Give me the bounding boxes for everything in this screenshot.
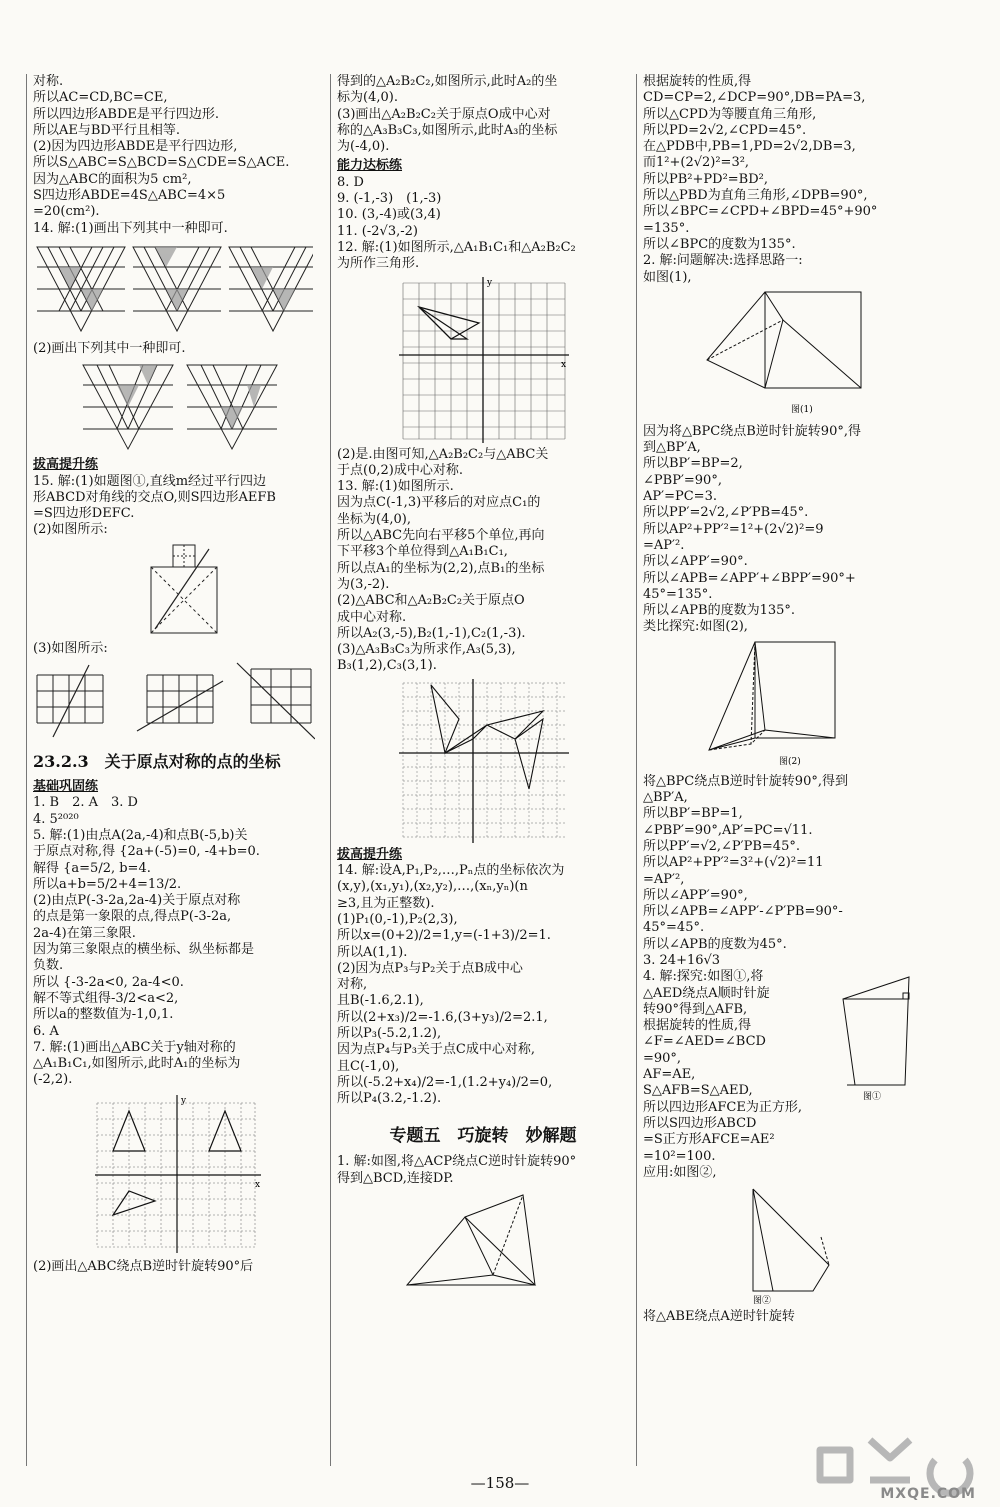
- text-line: 所以∠BPC的度数为135°.: [643, 236, 796, 252]
- text-line: (2)因为点P₃与P₂关于点B成中心: [337, 960, 523, 976]
- text-line: 转90°得到△AFB,: [643, 1001, 748, 1017]
- figure-1-square: [699, 290, 935, 420]
- coordinate-grid-12: [399, 277, 629, 443]
- col2-text-a: [337, 74, 629, 155]
- text-line: ∠PBP′=90°,: [643, 472, 722, 488]
- topic-title: 专题五 巧旋转 妙解题: [389, 1126, 577, 1147]
- text-line: 10. (3,-4)或(3,4): [337, 207, 441, 223]
- text-line: =90°,: [643, 1050, 682, 1066]
- problem-4-block: [643, 969, 935, 1181]
- col1-subheading-jc: 基础巩固练: [33, 779, 99, 795]
- axis-x-label: x: [255, 1179, 261, 1190]
- text-line: 如图(1),: [643, 269, 692, 285]
- text-line: 所以A₂(3,-5),B₂(1,-1),C₂(1,-3).: [337, 625, 526, 641]
- text-line: 4. 解:探究:如图①,将: [643, 969, 764, 985]
- text-line: (3)△A₃B₃C₃为所求作,A₃(5,3),: [337, 642, 516, 658]
- text-line: (2)△ABC和△A₂B₂C₂关于原点O: [337, 593, 525, 609]
- text-line: 8. D: [337, 174, 364, 190]
- text-line: CD=CP=2,∠DCP=90°,DB=PA=3,: [643, 90, 866, 106]
- text-line: 12. 解:(1)如图所示,△A₁B₁C₁和△A₂B₂C₂: [337, 239, 576, 255]
- text-line: 因为点C(-1,3)平移后的对应点C₁的: [337, 495, 541, 511]
- text-line: 根据旋转的性质,得: [643, 74, 752, 89]
- axis-y-label: y: [181, 1095, 187, 1106]
- text-line: 9. (-1,-3) (1,-3): [337, 191, 442, 207]
- text-line: 负数.: [33, 958, 64, 974]
- figure-2-square: [699, 640, 935, 770]
- text-line: 所以四边形ABDE是平行四边形.: [33, 106, 219, 122]
- text-line: (3)如图所示:: [33, 640, 108, 656]
- text-line: 应用:如图②,: [643, 1164, 717, 1180]
- text-line: 1. 解:如图,将△ACP绕点C逆时针旋转90°: [337, 1154, 577, 1170]
- text-line: 所以P₄(3.2,-1.2).: [337, 1091, 442, 1107]
- text-line: △A₁B₁C₁,如图所示,此时A₁的坐标为: [33, 1056, 241, 1072]
- col2-text-d: [337, 863, 629, 1107]
- fig1-caption: 图(1): [791, 404, 813, 415]
- figure-a-square: [833, 973, 923, 1101]
- text-line: (2)因为四边形ABDE是平行四边形,: [33, 139, 238, 155]
- text-line: 所以A(1,1).: [337, 944, 408, 960]
- text-line: 7. 解:(1)画出△ABC关于y轴对称的: [33, 1039, 236, 1055]
- col1-text-a: [33, 74, 323, 237]
- triangle-figures-2: [81, 361, 323, 453]
- text-line: 所以∠APB=∠APP′-∠P′PB=90°-: [643, 904, 843, 920]
- text-line: 所以PD=2√2,∠CPD=45°.: [643, 122, 807, 138]
- text-line: 标为(4,0).: [337, 90, 398, 106]
- text-line: 所以AC=CD,BC=CE,: [33, 90, 168, 106]
- text-line: 坐标为(4,0),: [337, 511, 411, 527]
- column-1: [26, 74, 323, 1466]
- text-line: 2a-4)在第三象限.: [33, 925, 136, 941]
- figA-caption: 图①: [863, 1092, 882, 1102]
- text-line: 所以BP′=BP=2,: [643, 456, 743, 472]
- text-line: 所以AP²+PP′²=1²+(2√2)²=9: [643, 521, 824, 537]
- text-line: 所以S四边形ABCD: [643, 1115, 757, 1131]
- text-line: 因为点P₄与P₃关于点C成中心对称,: [337, 1042, 535, 1058]
- text-line: 所以△ABC先向右平移5个单位,再向: [337, 528, 545, 544]
- text-line: =AP′²,: [643, 871, 685, 887]
- text-line: 45°=135°.: [643, 586, 713, 602]
- text-line: (2)画出下列其中一种即可.: [33, 340, 186, 356]
- text-line: 14. 解:(1)画出下列其中一种即可.: [33, 220, 228, 236]
- text-line: 对称,: [337, 977, 368, 993]
- text-line: 所以△CPD为等腰直角三角形,: [643, 106, 817, 122]
- text-line: 的点是第一象限的点,得点P(-3-2a,: [33, 909, 232, 925]
- text-line: 所以PB²+PD²=BD²,: [643, 171, 768, 187]
- text-line: 所以∠APB的度数为45°.: [643, 936, 787, 952]
- text-line: 所以点A₁的坐标为(2,2),点B₁的坐标: [337, 560, 545, 576]
- grid-figure-15-2: [149, 543, 323, 637]
- text-line: 于点(0,2)成中心对称.: [337, 462, 463, 478]
- text-line: S四边形ABDE=4S△ABC=4×5: [33, 188, 226, 204]
- text-line: (-2,2).: [33, 1072, 73, 1088]
- col3-text-e: [643, 1309, 935, 1325]
- text-line: AP′=PC=3.: [643, 489, 717, 505]
- text-line: 称的△A₃B₃C₃,如图所示,此时A₃的坐标: [337, 122, 558, 138]
- text-line: 所以 {-3-2a<0, 2a-4<0.: [33, 974, 184, 990]
- text-line: 所以x=(0+2)/2=1,y=(-1+3)/2=1.: [337, 928, 551, 944]
- text-line: 根据旋转的性质,得: [643, 1018, 752, 1034]
- text-line: 所以BP′=BP=1,: [643, 806, 743, 822]
- text-line: 所以a+b=5/2+4=13/2.: [33, 876, 182, 892]
- col1-text-c: [33, 474, 323, 539]
- text-line: (2)画出△ABC绕点B逆时针旋转90°后: [33, 1258, 254, 1274]
- text-line: S△AFB=S△AED,: [643, 1083, 753, 1099]
- text-line: 形ABCD对角线的交点O,则S四边形AEFB: [33, 489, 276, 505]
- grid-figures-15-3: [33, 661, 323, 741]
- page-number: —158—: [470, 1474, 530, 1492]
- coordinate-grid-7: [95, 1093, 323, 1255]
- text-line: (2)如图所示:: [33, 522, 108, 538]
- text-line: (1)P₁(0,-1),P₂(2,3),: [337, 911, 458, 927]
- figure-b-kite: [733, 1185, 935, 1305]
- text-line: 对称.: [33, 74, 64, 89]
- text-line: 所以(-5.2+x₄)/2=-1,(1.2+y₄)/2=0,: [337, 1074, 553, 1090]
- text-line: 所以∠APP′=90°,: [643, 887, 748, 903]
- text-line: 为(-4,0).: [337, 139, 390, 155]
- col2-text-b: [337, 175, 629, 273]
- text-line: 所以AE与BD平行且相等.: [33, 122, 180, 138]
- text-line: 得到△BCD,连接DP.: [337, 1170, 454, 1186]
- col1-text-f: [33, 1259, 323, 1275]
- text-line: 到△BP′A,: [643, 440, 701, 456]
- text-line: =10²=100.: [643, 1148, 716, 1164]
- text-line: 得到的△A₂B₂C₂,如图所示,此时A₂的坐: [337, 74, 558, 89]
- text-line: 所以AP²+PP′²=3²+(√2)²=11: [643, 855, 824, 871]
- text-line: 因为将△BPC绕点B逆时针旋转90°,得: [643, 423, 861, 439]
- text-line: 13. 解:(1)如图所示.: [337, 479, 454, 495]
- col2-text-c: [337, 447, 629, 675]
- text-line: 所以a的整数值为-1,0,1.: [33, 1007, 174, 1023]
- col3-text-c: [643, 774, 935, 970]
- triangle-figures-1: [33, 241, 323, 337]
- text-line: =20(cm²).: [33, 204, 100, 220]
- col1-text-e: [33, 795, 323, 1088]
- text-line: 6. A: [33, 1023, 59, 1039]
- fig2-caption: 图(2): [779, 756, 801, 767]
- text-line: (2)是.由图可知,△A₂B₂C₂与△ABC关: [337, 446, 549, 462]
- text-line: 将△ABE绕点A逆时针旋转: [643, 1309, 795, 1325]
- text-line: 所以∠APB的度数为135°.: [643, 603, 796, 619]
- col1-subheading-tg: 拔高提升练: [33, 457, 99, 473]
- section-title: 23.2.3 关于原点对称的点的坐标: [33, 752, 281, 772]
- text-line: 14. 解:设A,P₁,P₂,…,Pₙ点的坐标依次为: [337, 863, 565, 879]
- text-line: 因为△ABC的面积为5 cm²,: [33, 171, 192, 187]
- text-line: (2)由点P(-3-2a,2a-4)关于原点对称: [33, 893, 241, 909]
- text-line: AF=AE,: [643, 1067, 696, 1083]
- text-line: ∠PBP′=90°,AP′=PC=√11.: [643, 822, 813, 838]
- text-line: 3. 24+16√3: [643, 952, 721, 968]
- axis-y-label-12: y: [487, 277, 493, 288]
- text-line: 所以PP′=2√2,∠P′PB=45°.: [643, 505, 809, 521]
- text-line: 4. 5²⁰²⁰: [33, 811, 79, 827]
- text-line: △AED绕点A顺时针旋: [643, 985, 770, 1001]
- text-line: 11. (-2√3,-2): [337, 223, 418, 239]
- col2-subheading-nl: 能力达标练: [337, 158, 403, 174]
- col2-text-e: [337, 1154, 629, 1187]
- text-line: 将△BPC绕点B逆时针旋转90°,得到: [643, 773, 848, 789]
- text-line: 于原点对称,得 {2a+(-5)=0, -4+b=0.: [33, 844, 260, 860]
- text-line: 1. B 2. A 3. D: [33, 795, 138, 811]
- text-line: 且C(-1,0),: [337, 1058, 400, 1074]
- text-line: (x,y),(x₁,y₁),(x₂,y₂),…,(xₙ,yₙ)(n: [337, 879, 528, 895]
- text-line: 所以∠APB=∠APP′+∠BPP′=90°+: [643, 570, 856, 586]
- text-line: 5. 解:(1)由点A(2a,-4)和点B(-5,b)关: [33, 827, 248, 843]
- text-line: 2. 解:问题解决:选择思路一:: [643, 253, 803, 269]
- text-line: =S正方形AFCE=AE²: [643, 1132, 775, 1148]
- text-line: 成中心对称.: [337, 609, 407, 625]
- col2-subheading-tg: 拔高提升练: [337, 846, 403, 862]
- text-line: ≥3,且为正整数).: [337, 895, 435, 911]
- text-line: =AP′².: [643, 537, 685, 553]
- text-line: 且B(-1.6,2.1),: [337, 993, 424, 1009]
- text-line: 在△PDB中,PB=1,PD=2√2,DB=3,: [643, 139, 856, 155]
- text-line: 所以P₃(-5.2,1.2),: [337, 1025, 442, 1041]
- col3-text-a: [643, 74, 935, 286]
- text-line: =135°.: [643, 220, 690, 236]
- figB-caption: 图②: [753, 1296, 772, 1306]
- watermark-text: MXQE.COM: [880, 1486, 976, 1502]
- text-line: ∠F=∠AED=∠BCD: [643, 1034, 766, 1050]
- col1-text-b: [33, 341, 323, 357]
- column-2: [330, 74, 629, 1466]
- text-line: 为所作三角形.: [337, 256, 420, 272]
- text-line: 类比探究:如图(2),: [643, 619, 748, 635]
- text-line: 所以PP′=√2,∠P′PB=45°.: [643, 838, 800, 854]
- text-line: 所以四边形AFCE为正方形,: [643, 1099, 802, 1115]
- column-3: [636, 74, 935, 1466]
- text-line: △BP′A,: [643, 790, 688, 806]
- rotation-figure-1: [403, 1191, 629, 1291]
- col1-text-d: [33, 641, 323, 657]
- text-line: 15. 解:(1)如题图①,直线m经过平行四边: [33, 473, 267, 489]
- text-line: 所以∠APP′=90°.: [643, 554, 748, 570]
- text-line: 所以△PBD为直角三角形,∠DPB=90°,: [643, 188, 868, 204]
- text-line: 解得 {a=5/2, b=4.: [33, 860, 151, 876]
- text-line: 因为第三象限点的横坐标、纵坐标都是: [33, 942, 255, 958]
- text-line: 所以(2+x₃)/2=-1.6,(3+y₃)/2=2.1,: [337, 1009, 548, 1025]
- text-line: 所以S△ABC=S△BCD=S△CDE=S△ACE.: [33, 155, 290, 171]
- text-line: 而1²+(2√2)²=3²,: [643, 155, 750, 171]
- text-line: 为(3,-2).: [337, 576, 390, 592]
- text-line: 45°=45°.: [643, 920, 705, 936]
- col3-text-b: [643, 424, 935, 636]
- coordinate-grid-13: [399, 679, 629, 843]
- text-line: 下平移3个单位得到△A₁B₁C₁,: [337, 544, 508, 560]
- text-line: B₃(1,2),C₃(3,1).: [337, 658, 437, 674]
- axis-x-label-12: x: [561, 359, 567, 370]
- text-line: 解不等式组得-3/2<a<2,: [33, 990, 179, 1006]
- text-line: =S四边形DEFC.: [33, 506, 135, 522]
- text-line: 所以∠BPC=∠CPD+∠BPD=45°+90°: [643, 204, 878, 220]
- text-line: (3)画出△A₂B₂C₂关于原点O成中心对: [337, 106, 551, 122]
